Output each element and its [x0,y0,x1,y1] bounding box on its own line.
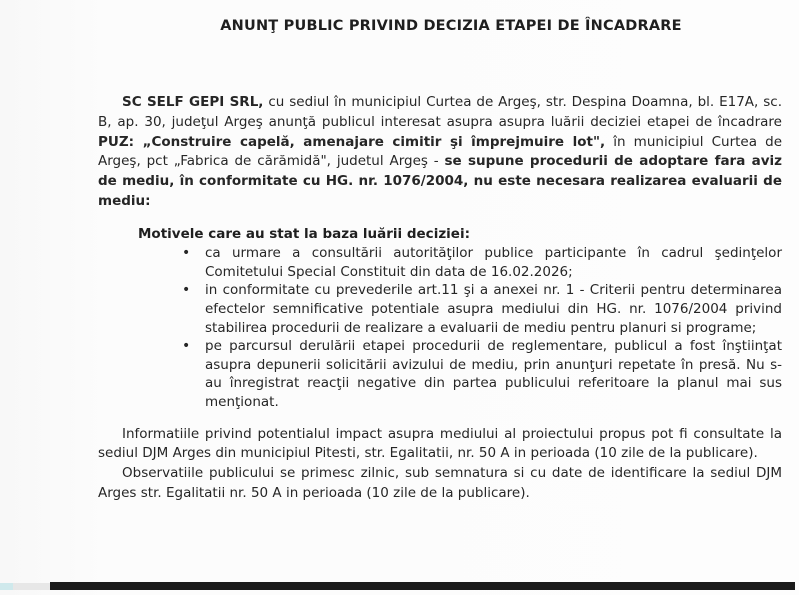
plan-title: PUZ: „Construire capelă, amenajare cimitir şi împrejmuire lot", [98,133,606,150]
company-name: SC SELF GEPI SRL, [122,94,264,110]
reason-item [98,281,782,337]
decision-statement: se supune procedurii de adoptare fara aviz de mediu, în conformitate cu HG. nr. 1076/2004, nu este necesara realizarea evaluarii de mediu: [98,153,782,209]
intro-address-text: cu sediul în municipiul Curtea de Argeş, str. Despina Doamna, bl. E17A, sc. B, ap. 30, judeţul Argeş anunţă publicul interesat asupra asupra luării deciziei etapei de încadrare [98,94,782,130]
reason-text: in conformitate cu prevederile art.11 şi a anexei nr. 1 - Criterii pentru determinarea efectelor semnificative potentiale asupra mediului din HG. nr. 1076/2004 privind stabilirea procedurii de realizare a evaluarii de mediu pentru planuri si programe; [205,282,782,336]
observations-paragraph: Observatiile publicului se primesc zilnic, sub semnatura si cu date de identificare la sediul DJM Arges str. Egalitatii nr. 50 A in perioada (10 zile de la publicare). [98,465,782,502]
scan-edge-gray-strip [13,583,50,590]
intro-paragraph [98,93,782,212]
reason-item [98,337,782,411]
reason-item [98,244,782,281]
scan-edge-teal-strip [0,583,13,590]
info-paragraph: Informatiile privind potentialul impact asupra mediului al proiectului propus pot fi consultate la sediul DJM Arges din municipiul Pitesti, str. Egalitatii, nr. 50 A in perioada (10 zile de la publicare). [98,425,782,462]
document-title: ANUNŢ PUBLIC PRIVIND DECIZIA ETAPEI DE ÎNCADRARE [220,18,682,34]
bullet-icon: • [182,245,191,262]
bullet-icon: • [182,338,191,355]
reason-text: ca urmare a consultării autorităţilor publice participante în cadrul şedinţelor Comitetului Special Constituit din data de 16.02.2026; [205,245,782,280]
bullet-icon: • [182,282,191,299]
document-content [98,0,782,504]
reasons-list [98,244,782,411]
reason-text: pe parcursul derulării etapei procedurii de reglementare, publicul a fost înştiinţat asupra depunerii solicitării avizului de mediu, prin anunţuri repetate în presă. Nu s-au înregistrat reacţii negative din partea publicului referitoare la planul mai sus menţionat. [205,338,782,411]
intro-location-text: în municipiul Curtea de Argeş, pct „Fabrica de cărămidă", judetul Argeş - [98,133,782,170]
scan-edge-black-bar [50,582,795,590]
reasons-heading: Motivele care au stat la baza luării deciziei: [138,225,470,242]
